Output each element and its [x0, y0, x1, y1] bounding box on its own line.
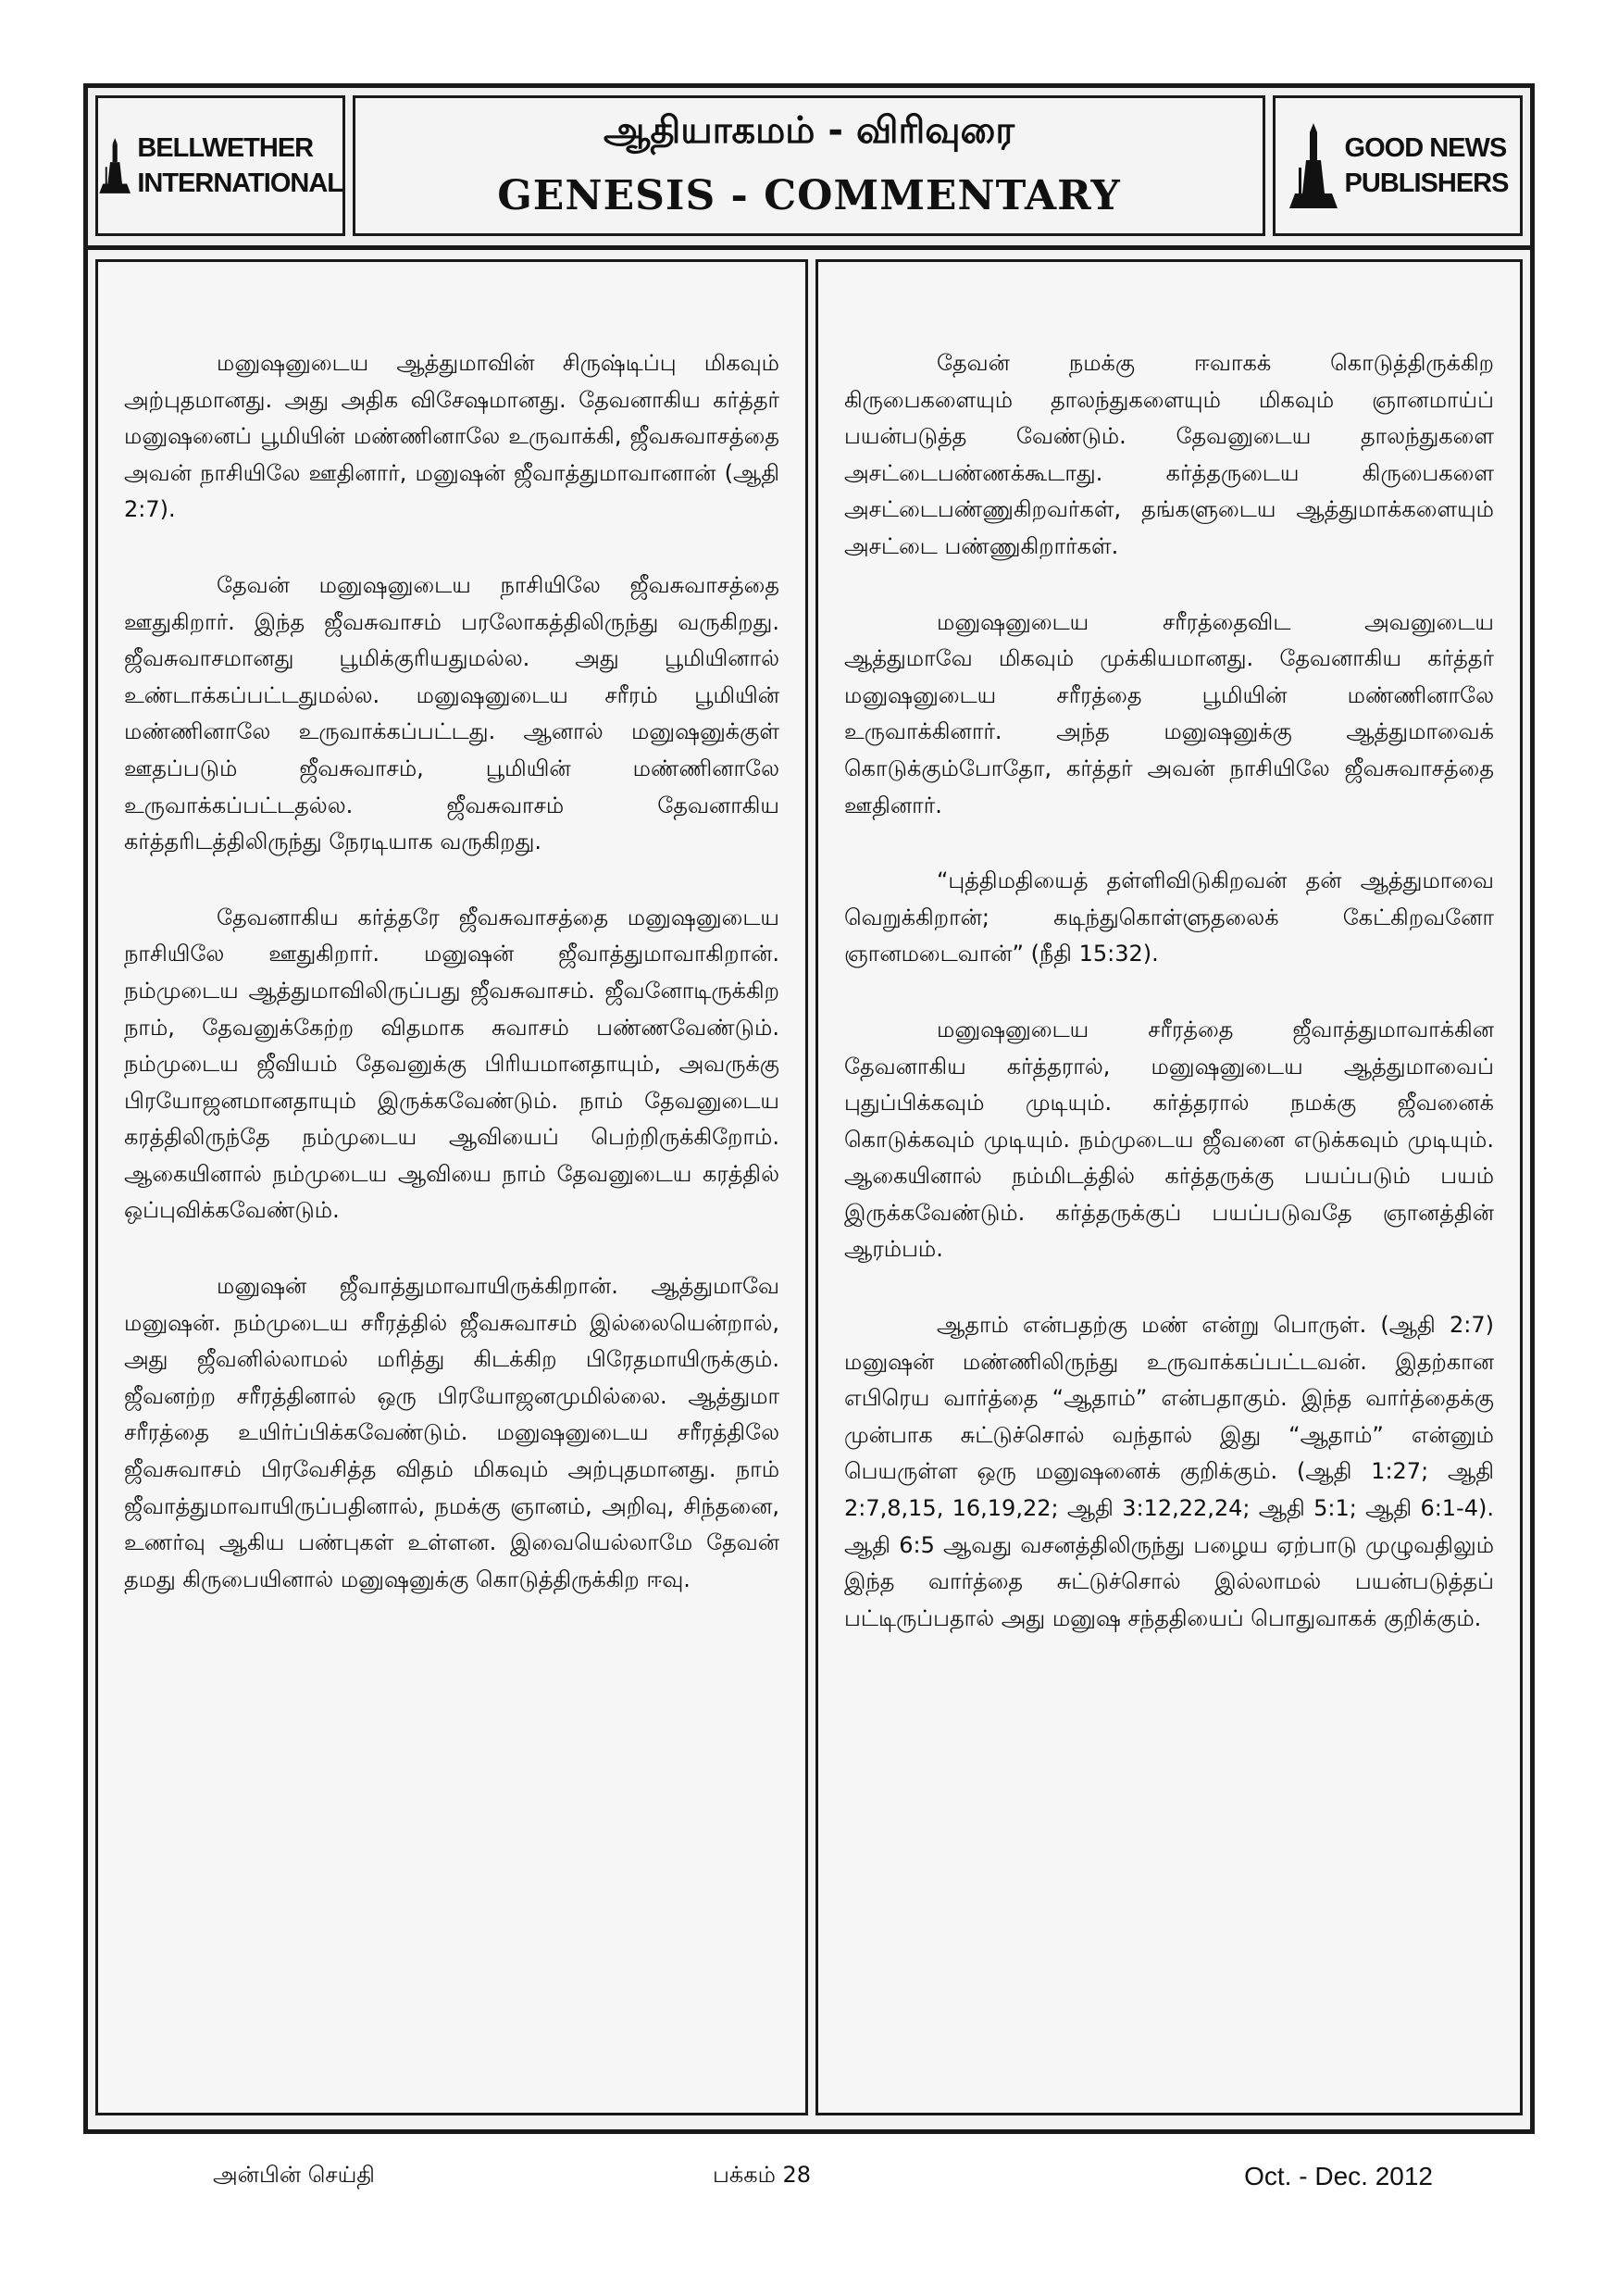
bellwether-logo-box: [95, 95, 345, 236]
good-news-logo: [1276, 98, 1520, 233]
footer-issue-date: Oct. - Dec. 2012: [1244, 2162, 1433, 2190]
paragraph: மனுஷனுடைய ஆத்துமாவின் சிருஷ்டிப்பு மிகவும் அற்புதமானது. அது அதிக விசேஷமானது. தேவனாகிய கர்த்தர் மனுஷனைப் பூமியின் மண்ணினாலே உருவாக்கி, ஜீவசுவாசத்தை அவன் நாசியிலே ஊதினார், மனுஷன் ஜீவாத்துமாவானான் (ஆதி 2:7).: [124, 350, 779, 523]
tower-icon: [1288, 119, 1339, 212]
logo-line-2: PUBLISHERS: [1344, 168, 1509, 198]
paragraph: “புத்திமதியைத் தள்ளிவிடுகிறவன் தன் ஆத்துமாவை வெறுக்கிறான்; கடிந்துகொள்ளுதலைக் கேட்கிறவனோ ஞானமடைவான்” (நீதி 15:32).: [844, 867, 1494, 967]
left-column: [95, 259, 808, 2115]
footer-magazine-name: அன்பின் செய்தி: [213, 2162, 375, 2188]
logo-line-1: BELLWETHER: [137, 133, 314, 163]
paragraph: மனுஷனுடைய சரீரத்தைவிட அவனுடைய ஆத்துமாவே மிகவும் முக்கியமானது. தேவனாகிய கர்த்தர் மனுஷனுடைய சரீரத்தை பூமியின் மண்ணினாலே உருவாக்கினார். அந்த மனுஷனுக்கு ஆத்துமாவைக் கொடுக்கும்போதோ, கர்த்தர் அவன் நாசியிலே ஜீவசுவாசத்தை ஊதினார்.: [844, 608, 1494, 818]
logo-line-1: GOOD NEWS: [1344, 133, 1507, 163]
paragraph: ஆதாம் என்பதற்கு மண் என்று பொருள். (ஆதி 2:7) மனுஷன் மண்ணிலிருந்து உருவாக்கப்பட்டவன். இதற்கான எபிரெய வார்த்தை “ஆதாம்” என்பதாகும். இந்த வார்த்தைக்கு முன்பாக சுட்டுச்சொல் வந்தால் இது “ஆதாம்” என்னும் பெயருள்ள ஒரு மனுஷனைக் குறிக்கும். (ஆதி 1:27; ஆதி 2:7,8,15, 16,19,22; ஆதி 3:12,22,24; ஆதி 5:1; ஆதி 6:1-4). ஆதி 6:5 ஆவது வசனத்திலிருந்து பழைய ஏற்பாடு முழுவதிலும் இந்த வார்த்தை சுட்டுச்சொல் இல்லாமல் பயன்படுத்தப் பட்டிருப்பதால் அது மனுஷ சந்ததியைப் பொதுவாகக் குறிக்கும்.: [844, 1312, 1494, 1631]
page-header: [88, 88, 1530, 250]
content-columns: [88, 250, 1530, 2129]
paragraph: மனுஷன் ஜீவாத்துமாவாயிருக்கிறான். ஆத்துமாவே மனுஷன். நம்முடைய சரீரத்தில் ஜீவசுவாசம் இல்லையென்றால், அது ஜீவனில்லாமல் மரித்து கிடக்கிற பிரேதமாயிருக்கும். ஜீவனற்ற சரீரத்தினால் ஒரு பிரயோஜனமுமில்லை. ஆத்துமா சரீரத்தை உயிர்ப்பிக்கவேண்டும். மனுஷனுடைய சரீரத்திலே ஜீவசுவாசம் பிரவேசித்த விதம் மிகவும் அற்புதமானது. நாம் ஜீவாத்துமாவாயிருப்பதினால், நமக்கு ஞானம், அறிவு, சிந்தனை, உணர்வு ஆகிய பண்புகள் உள்ளன. இவையெல்லாமே தேவன் தமது கிருபையினால் மனுஷனுக்கு கொடுத்திருக்கிற ஈவு.: [124, 1273, 780, 1592]
paragraph: தேவன் நமக்கு ஈவாகக் கொடுத்திருக்கிற கிருபைகளையும் தாலந்துகளையும் மிகவும் ஞானமாய்ப் பயன்படுத்த வேண்டும். தேவனுடைய தாலந்துகளை அசட்டைபண்ணக்கூடாது. கர்த்தருடைய கிருபைகளை அசட்டைபண்ணுகிறவர்கள், தங்களுடைய ஆத்துமாக்களையும் அசட்டை பண்ணுகிறார்கள்.: [844, 350, 1494, 559]
good-news-logo-box: [1273, 95, 1523, 236]
page-frame: [83, 83, 1535, 2134]
paragraph: தேவன் மனுஷனுடைய நாசியிலே ஜீவசுவாசத்தை ஊதுகிறார். இந்த ஜீவசுவாசம் பரலோகத்திலிருந்து வருகிறது. ஜீவசுவாசமானது பூமிக்குரியதுமல்ல. அது பூமியினால் உண்டாக்கப்பட்டதுமல்ல. மனுஷனுடைய சரீரம் பூமியின் மண்ணினாலே உருவாக்கப்பட்டது. ஆனால் மனுஷனுக்குள் ஊதப்படும் ஜீவசுவாசம், பூமியின் மண்ணினாலே உருவாக்கப்பட்டதல்ல. ஜீவசுவாசம் தேவனாகிய கர்த்தரிடத்திலிருந்து நேரடியாக வருகிறது.: [124, 571, 779, 855]
tower-icon: [98, 119, 131, 212]
title-english: GENESIS - COMMENTARY: [497, 172, 1121, 219]
paragraph: தேவனாகிய கர்த்தரே ஜீவசுவாசத்தை மனுஷனுடைய நாசியிலே ஊதுகிறார். மனுஷன் ஜீவாத்துமாவாகிறான். நம்முடைய ஆத்துமாவிலிருப்பது ஜீவசுவாசம். ஜீவனோடிருக்கிற நாம், தேவனுக்கேற்ற விதமாக சுவாசம் பண்ணவேண்டும். நம்முடைய ஜீவியம் தேவனுக்கு பிரியமானதாயும், அவருக்கு பிரயோஜனமானதாயும் இருக்கவேண்டும். நாம் தேவனுடைய கரத்திலிருந்தே நம்முடைய ஆவியைப் பெற்றிருக்கிறோம். ஆகையினால் நம்முடைய ஆவியை நாம் தேவனுடைய கரத்தில் ஒப்புவிக்கவேண்டும்.: [124, 904, 779, 1224]
bellwether-logo: [98, 98, 342, 233]
title-box: [353, 95, 1265, 236]
paragraph: மனுஷனுடைய சரீரத்தை ஜீவாத்துமாவாக்கின தேவனாகிய கர்த்தரால், மனுஷனுடைய ஆத்துமாவைப் புதுப்பிக்கவும் முடியும். கர்த்தரால் நமக்கு ஜீவனைக் கொடுக்கவும் முடியும். நம்முடைய ஜீவனை எடுக்கவும் முடியும். ஆகையினால் நம்மிடத்தில் கர்த்தருக்கு பயப்படும் பயம் இருக்கவேண்டும். கர்த்தருக்குப் பயப்படுவதே ஞானத்தின் ஆரம்பம்.: [844, 1016, 1494, 1263]
right-column: [815, 259, 1523, 2115]
title-tamil: ஆதியாகமம் - விரிவுரை: [603, 109, 1015, 152]
logo-line-2: INTERNATIONAL: [137, 168, 342, 198]
footer-page-number: பக்கம் 28: [713, 2162, 812, 2188]
